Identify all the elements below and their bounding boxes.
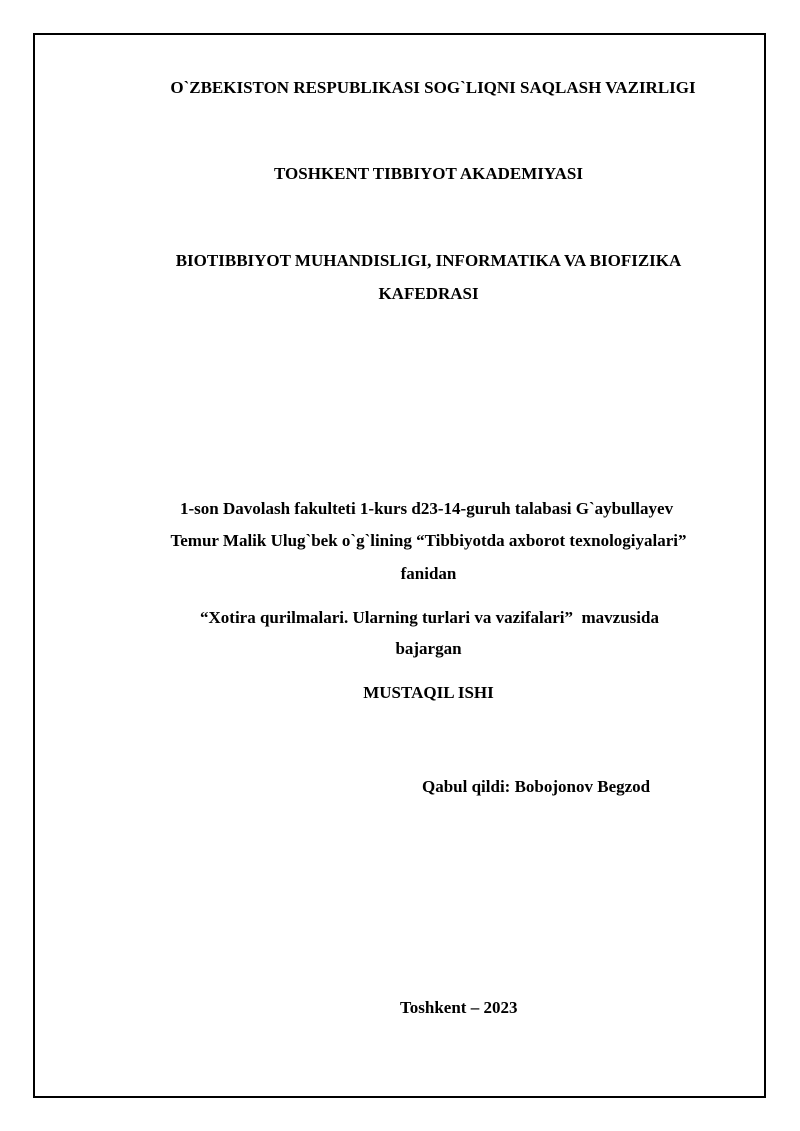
student-info-line-2: Temur Malik Ulug`bek o`g`lining “Tibbiyotda axborot texnologiyalari”: [170, 531, 687, 550]
student-info-line-3: fanidan: [400, 564, 457, 583]
city-year: Toshkent – 2023: [400, 998, 518, 1017]
student-info-line-1: 1-son Davolash fakulteti 1-kurs d23-14-guruh talabasi G`aybullayev: [180, 499, 674, 518]
department-title-line-2: KAFEDRASI: [378, 284, 479, 303]
topic-line-1: “Xotira qurilmalari. Ularning turlari va vazifalari” mavzusida: [200, 608, 659, 627]
academy-title: TOSHKENT TIBBIYOT AKADEMIYASI: [274, 164, 583, 183]
topic-line-2: bajargan: [395, 639, 462, 658]
received-by: Qabul qildi: Bobojonov Begzod: [422, 777, 651, 796]
department-title-line-1: BIOTIBBIYOT MUHANDISLIGI, INFORMATIKA VA BIOFIZIKA: [175, 251, 682, 270]
ministry-title: O`ZBEKISTON RESPUBLIKASI SOG`LIQNI SAQLASH VAZIRLIGI: [170, 78, 696, 97]
work-type-title: MUSTAQIL ISHI: [363, 683, 494, 702]
